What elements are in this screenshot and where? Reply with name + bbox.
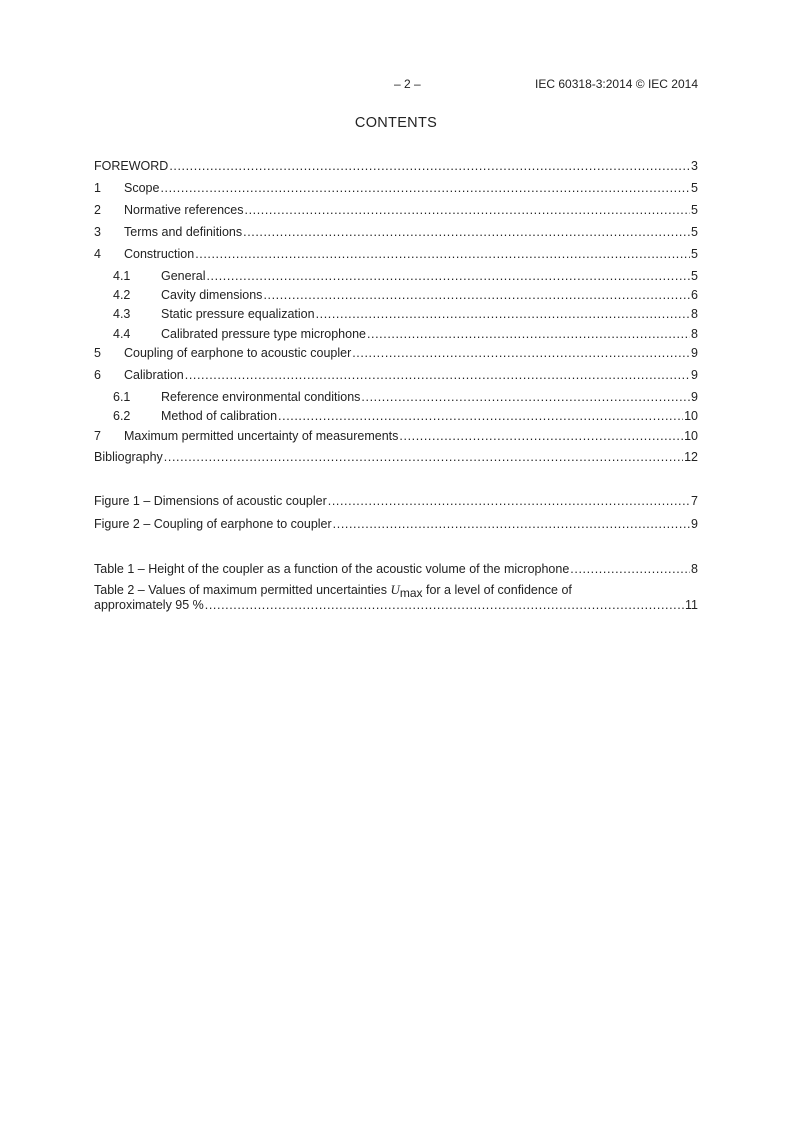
toc-entry-page: 12 [684, 450, 698, 464]
toc-entry-page: 6 [691, 288, 698, 302]
toc-entry-page: 9 [691, 346, 698, 360]
toc-entry-page: 5 [691, 225, 698, 239]
table-entry-title-line2 [94, 598, 698, 614]
dot-leader [316, 307, 690, 321]
toc-entry-uncertainty[interactable] [94, 429, 698, 445]
page-header [94, 77, 698, 93]
figure-entry-page: 9 [691, 517, 698, 531]
toc-entry-title: Maximum permitted uncertainty of measurements [124, 429, 399, 443]
symbol-subscript: max [399, 586, 423, 600]
toc-entry-title: Scope [124, 181, 160, 195]
umax-symbol [390, 582, 423, 600]
table-entry-title-line1 [94, 582, 698, 598]
toc-entry-number: 4.2 [113, 288, 131, 302]
contents-title: CONTENTS [354, 115, 438, 131]
figure-entry-page: 7 [691, 494, 698, 508]
dot-leader [160, 181, 690, 195]
dot-leader [328, 494, 690, 508]
toc-entry-title: Coupling of earphone to acoustic coupler [124, 346, 352, 360]
toc-entry-title: FOREWORD [94, 159, 169, 173]
table-entry-1[interactable] [94, 562, 698, 578]
toc-entry-calibration[interactable] [94, 368, 698, 384]
figure-entry-title: Figure 1 – Dimensions of acoustic coupler [94, 494, 327, 508]
table-entry-title: Table 1 – Height of the coupler as a function of the acoustic volume of the microphone [94, 562, 570, 576]
toc-entry-number: 2 [94, 203, 101, 217]
dot-leader [399, 429, 683, 443]
toc-entry-number: 5 [94, 346, 101, 360]
toc-entry-construction[interactable] [94, 247, 698, 263]
toc-entry-foreword[interactable] [94, 159, 698, 175]
dot-leader [164, 450, 683, 464]
toc-entry-terms-and-definitions[interactable] [94, 225, 698, 241]
toc-entry-page: 8 [691, 307, 698, 321]
toc-entry-page: 10 [684, 429, 698, 443]
toc-entry-number: 6.1 [113, 390, 131, 404]
toc-entry-normative-references[interactable] [94, 203, 698, 219]
dot-leader [243, 225, 690, 239]
toc-entry-calibrated-pressure-microphone[interactable] [94, 327, 698, 343]
toc-entry-title: Cavity dimensions [161, 288, 263, 302]
toc-entry-title: Terms and definitions [124, 225, 243, 239]
table-entry-title-continued: approximately 95 % [94, 598, 204, 612]
dot-leader [361, 390, 690, 404]
toc-entry-page: 9 [691, 368, 698, 382]
table-entry-title-start: Table 2 – Values of maximum permitted uncertainties [94, 583, 391, 597]
dot-leader [352, 346, 690, 360]
table-entry-page: 8 [691, 562, 698, 576]
table-entry-page: 11 [685, 598, 698, 612]
dot-leader [169, 159, 690, 173]
toc-entry-page: 5 [691, 203, 698, 217]
toc-entry-coupling[interactable] [94, 346, 698, 362]
dot-leader [185, 368, 690, 382]
toc-entry-page: 9 [691, 390, 698, 404]
toc-entry-cavity-dimensions[interactable] [94, 288, 698, 304]
toc-entry-title: Calibration [124, 368, 184, 382]
toc-entry-bibliography[interactable] [94, 450, 698, 466]
toc-entry-method-of-calibration[interactable] [94, 409, 698, 425]
toc-entry-number: 1 [94, 181, 101, 195]
table-entry-title-end: for a level of confidence of [422, 583, 572, 597]
toc-entry-scope[interactable] [94, 181, 698, 197]
toc-entry-title: General [161, 269, 206, 283]
toc-entry-number: 6.2 [113, 409, 131, 423]
page-number: – 2 – [394, 77, 421, 91]
dot-leader [367, 327, 690, 341]
table-entry-2[interactable] [94, 582, 698, 614]
toc-entry-title: Normative references [124, 203, 244, 217]
toc-entry-page: 8 [691, 327, 698, 341]
toc-entry-title: Construction [124, 247, 195, 261]
figure-entry-1[interactable] [94, 494, 698, 510]
toc-entry-title: Reference environmental conditions [161, 390, 361, 404]
toc-entry-title: Bibliography [94, 450, 163, 464]
toc-entry-static-pressure-equalization[interactable] [94, 307, 698, 323]
toc-entry-page: 5 [691, 269, 698, 283]
toc-entry-number: 6 [94, 368, 101, 382]
toc-entry-title: Method of calibration [161, 409, 278, 423]
figure-entry-title: Figure 2 – Coupling of earphone to coupler [94, 517, 332, 531]
toc-entry-number: 7 [94, 429, 101, 443]
toc-entry-number: 4.1 [113, 269, 131, 283]
symbol-u: U [390, 582, 400, 597]
dot-leader [206, 269, 690, 283]
toc-entry-page: 5 [691, 181, 698, 195]
dot-leader [245, 203, 691, 217]
toc-entry-title: Static pressure equalization [161, 307, 315, 321]
dot-leader [278, 409, 683, 423]
toc-entry-reference-conditions[interactable] [94, 390, 698, 406]
dot-leader [570, 562, 690, 576]
figure-entry-2[interactable] [94, 517, 698, 533]
dot-leader [195, 247, 690, 261]
dot-leader [263, 288, 690, 302]
toc-entry-number: 4.4 [113, 327, 131, 341]
toc-entry-number: 4 [94, 247, 101, 261]
toc-entry-page: 5 [691, 247, 698, 261]
toc-entry-page: 3 [691, 159, 698, 173]
standard-reference: IEC 60318-3:2014 © IEC 2014 [535, 77, 698, 91]
toc-entry-general[interactable] [94, 269, 698, 285]
toc-entry-page: 10 [684, 409, 698, 423]
dot-leader [333, 517, 690, 531]
toc-entry-title: Calibrated pressure type microphone [161, 327, 366, 341]
dot-leader [205, 598, 684, 612]
toc-entry-number: 4.3 [113, 307, 131, 321]
toc-entry-number: 3 [94, 225, 101, 239]
